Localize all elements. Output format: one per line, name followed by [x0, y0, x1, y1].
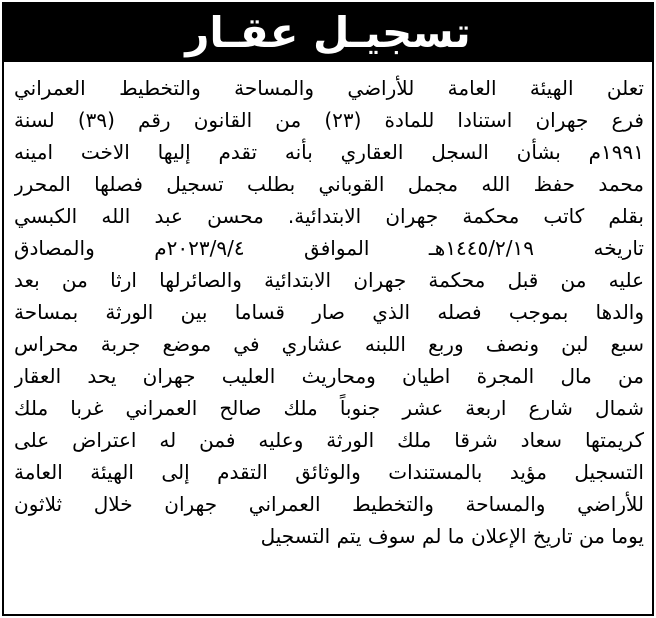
notice-line: كريمتها سعاد شرقا ملك الورثة وعليه فمن له اعتراض على	[14, 428, 644, 452]
notice-line: يوما من تاريخ الإعلان ما لم سوف يتم التسجيل	[260, 524, 644, 548]
notice-line: من مال المجرة اطيان ومحاريث العليب جهران يحد العقار	[14, 364, 644, 388]
notice-line: ١٩٩١م بشأن السجل العقاري بأنه تقدم إليها الاخت امينه	[14, 140, 644, 164]
notice-body	[14, 72, 644, 552]
notice-line: سبع لبن ونصف وربع اللبنه عشاري في موضع جربة محراس	[14, 332, 644, 356]
notice-line: فرع جهران استنادا للمادة (٢٣) من القانون رقم (٣٩) لسنة	[14, 108, 644, 132]
notice-line: التسجيل مؤيد بالمستندات والوثائق التقدم إلى الهيئة العامة	[14, 460, 644, 484]
notice-line: للأراضي والمساحة والتخطيط العمراني جهران خلال ثلاثون	[14, 492, 644, 516]
notice-line: والدها بموجب فصله الذي صار قساما بين الورثة بمساحة	[14, 300, 644, 324]
property-registration-notice	[2, 2, 654, 616]
notice-title: تسجيـل عقـار	[4, 4, 652, 62]
notice-line: بقلم كاتب محكمة جهران الابتدائية. محسن عبد الله الكبسي	[14, 204, 644, 228]
notice-line: عليه من قبل محكمة جهران الابتدائية والصائرلها ارثا من بعد	[14, 268, 644, 292]
notice-line: محمد حفظ الله مجمل القوباني بطلب تسجيل فصلها المحرر	[14, 172, 644, 196]
notice-line: تاريخه ١٤٤٥/٢/١٩هـ الموافق ٢٠٢٣/٩/٤م والمصادق	[14, 236, 644, 260]
notice-line: تعلن الهيئة العامة للأراضي والمساحة والتخطيط العمراني	[14, 76, 644, 100]
notice-line: شمال شارع اربعة عشر جنوباً ملك صالح العمراني غربا ملك	[14, 396, 644, 420]
